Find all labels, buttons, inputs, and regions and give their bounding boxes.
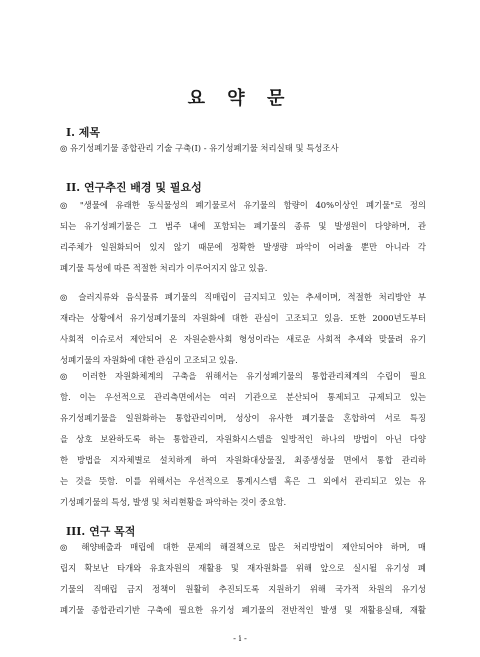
- section-heading-background: II. 연구추진 배경 및 필요성: [66, 181, 202, 194]
- text-line: ◎ 이러한 자원화체계의 구축을 위해서는 유기성폐기물의 통합관리체계의 수립이 필요: [60, 371, 426, 381]
- text-line: 는 것을 뜻함. 이를 위해서는 우선적으로 통계시스템 혹은 그 외에서 관리되고 있는 유: [60, 476, 426, 486]
- section-3-paragraph-1: [60, 537, 426, 621]
- text-line: 폐기물 특성에 따른 적절한 처리가 이루어지지 않고 있음.: [60, 263, 268, 273]
- text-line: 유기성폐기물을 일원화하는 통합관리이며, 성상이 유사한 폐기물을 혼합하여 서로 특징: [60, 413, 426, 423]
- text-line: ◎ 슬러지류와 음식물류 폐기물의 직매립이 금지되고 있는 추세이며, 적절한 처리방안 부: [60, 292, 426, 302]
- section-2-paragraph-2: [60, 287, 426, 371]
- page-title: 요 약 문: [187, 88, 293, 109]
- text-line: 폐기물 종합관리기반 구축에 필요한 유기성 폐기물의 전반적인 발생 및 재활용실태, 재활: [60, 605, 426, 615]
- section-heading-objective: III. 연구 목적: [66, 525, 136, 538]
- text-line: 성폐기물의 자원화에 대한 관심이 고조되고 있음.: [60, 355, 238, 365]
- text-line: ◎ 해양배출과 매립에 대한 문제의 해결책으로 많은 처리방법이 제안되어야 하며, 매: [60, 542, 426, 552]
- page-number: - i -: [233, 634, 247, 644]
- text-line: 함. 이는 우선적으로 관리측면에서는 여러 기관으로 분산되어 통제되고 규제되고 있는: [60, 392, 426, 402]
- section-2-paragraph-3: [60, 366, 426, 513]
- text-line: 기물의 직매립 금지 정책이 원활히 추진되도록 지원하기 위해 국가적 차원의 유기성: [60, 584, 426, 594]
- text-line: 되는 유기성폐기물은 그 범주 내에 포함되는 폐기물의 종류 및 발생원이 다양하며, 관: [60, 221, 426, 231]
- text-line: ◎ 유기성폐기물 종합관리 기술 구축(I) - 유기성폐기물 처리실태 및 특성조사: [60, 143, 339, 153]
- section-heading-title: I. 제목: [66, 126, 101, 139]
- text-line: 기성폐기물의 특성, 발생 및 처리현황을 파악하는 것이 중요함.: [60, 497, 287, 507]
- text-line: 사회적 이슈로서 제안되어 온 자원순환사회 형성이라는 새로운 사회적 추세와 맞물려 유기: [60, 334, 426, 344]
- text-line: 립지 확보난 타개와 유효자원의 재활용 및 재자원화를 위해 앞으로 실시될 유기성 폐: [60, 563, 426, 573]
- text-line: ◎ "생물에 유래한 동식물성의 폐기물로서 유기물의 함량이 40%이상인 폐기물"로 정의: [60, 200, 426, 210]
- section-2-paragraph-1: [60, 195, 426, 279]
- text-line: 재라는 상황에서 유기성폐기물의 자원화에 대한 관심이 고조되고 있음. 또한 2000년도부터: [60, 313, 426, 323]
- section-1-paragraph-1: [60, 138, 426, 159]
- text-line: 한 방법을 지자체별로 설치하게 하여 자원화대상물질, 최종생성물 면에서 통합 관리하: [60, 455, 426, 465]
- text-line: 을 상호 보완하도록 하는 통합관리, 자원화시스템을 일방적인 하나의 방법이 아닌 다양: [60, 434, 426, 444]
- text-line: 리주체가 일원화되어 있지 않기 때문에 정확한 발생량 파악이 어려울 뿐만 아니라 각: [60, 242, 426, 252]
